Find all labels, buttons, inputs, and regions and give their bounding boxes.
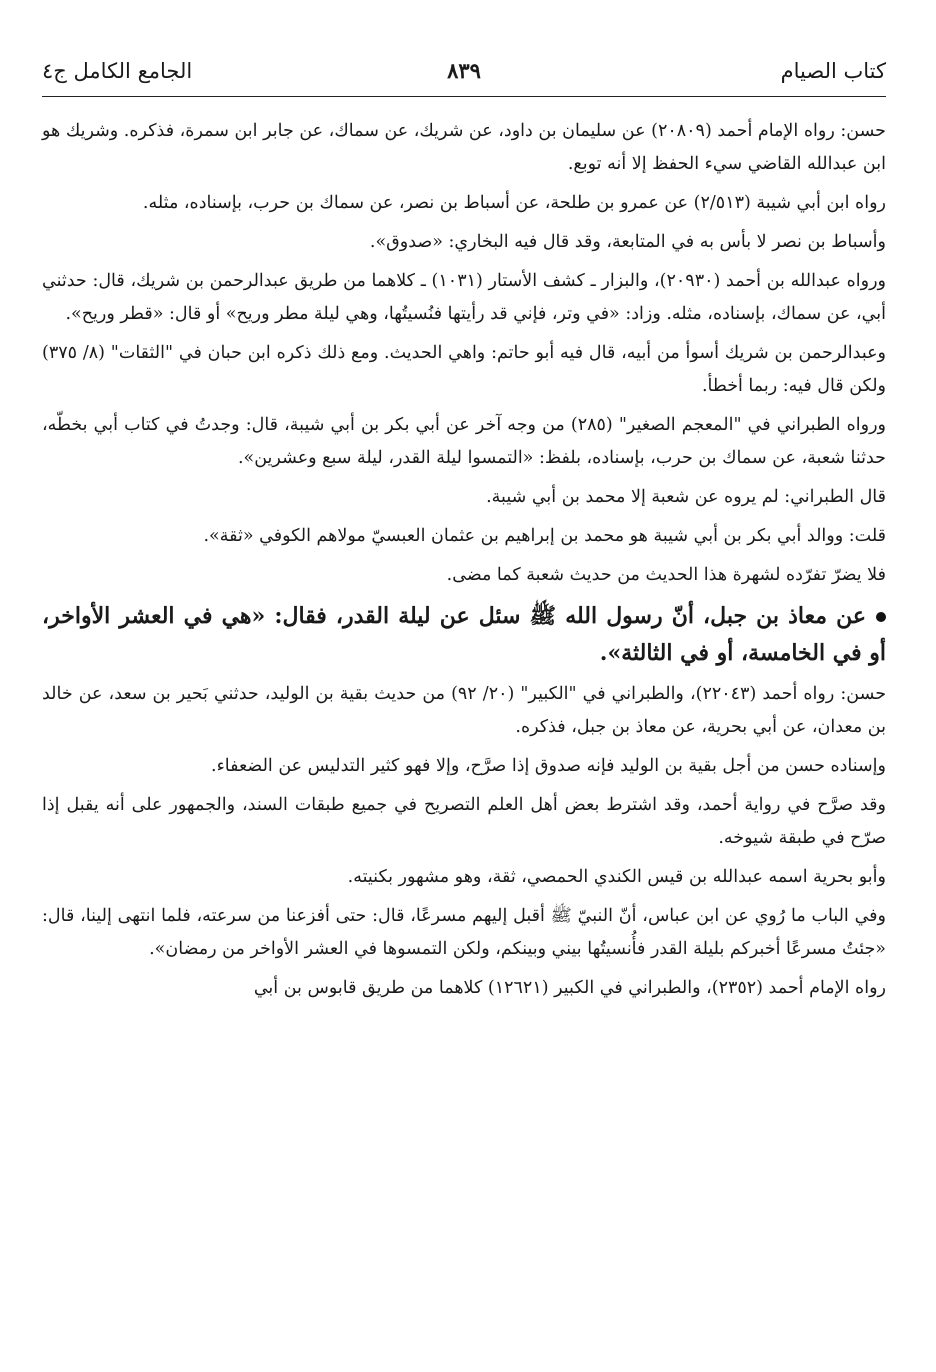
paragraph: وإسناده حسن من أجل بقية بن الوليد فإنه صدوق إذا صرَّح، وإلا فهو كثير التدليس عن الضعفاء. bbox=[211, 756, 886, 776]
paragraph: حسن: رواه أحمد (٢٢٠٤٣)، والطبراني في "الكبير" (٢٠/ ٩٢) من حديث بقية بن الوليد، حدثني بَحير بن سعد، عن خالد بن معدان، عن أبي بحرية، عن معاذ بن جبل، فذكره. bbox=[42, 684, 887, 737]
paragraph: حسن: رواه الإمام أحمد (٢٠٨٠٩) عن سليمان بن داود، عن شريك، عن سماك، عن جابر ابن سمرة، فذكره. وشريك هو ابن عبدالله القاضي سيء الحفظ إلا أنه توبع. bbox=[42, 121, 887, 174]
paragraph: قلت: ووالد أبي بكر بن أبي شيبة هو محمد بن إبراهيم بن عثمان العبسيّ مولاهم الكوفي «ثقة». bbox=[203, 526, 886, 546]
volume-title: الجامع الكامل ج٤ bbox=[42, 59, 193, 83]
paragraph: رواه الإمام أحمد (٢٣٥٢)، والطبراني في الكبير (١٢٦٢١) كلاهما من طريق قابوس بن أبي bbox=[253, 978, 886, 998]
page-header bbox=[42, 52, 886, 96]
hadith-text bbox=[42, 598, 886, 672]
paragraph: ورواه الطبراني في "المعجم الصغير" (٢٨٥) من وجه آخر عن أبي بكر بن أبي شيبة، قال: وجدتُ في كتاب أبي بخطّه، حدثنا شعبة، عن سماك بن حرب، بإسناده، بلفظ: «التمسوا ليلة القدر، ليلة سبع وعشرين». bbox=[42, 415, 886, 468]
paragraph: وقد صرَّح في رواية أحمد، وقد اشترط بعض أهل العلم التصريح في جميع طبقات السند، والجمهور على أنه يقبل إذا صرّح في طبقة شيوخه. bbox=[42, 795, 886, 848]
paragraph: وفي الباب ما رُوي عن ابن عباس، أنّ النبيّ ﷺ أقبل إليهم مسرعًا، قال: حتى أفزعنا من سرعته، فلما انتهى إلينا، قال: «جئتُ مسرعًا أخبركم بليلة القدر فأُنسيتُها بيني وبينكم، ولكن التمسوها في العشر الأواخر من رمضان». bbox=[42, 906, 886, 959]
hadith-content: عن معاذ بن جبل، أنّ رسول الله ﷺ سئل عن ليلة القدر، فقال: «هي في العشر الأواخر، أو في الخامسة، أو في الثالثة». bbox=[42, 603, 886, 666]
paragraph: ورواه عبدالله بن أحمد (٢٠٩٣٠)، والبزار ـ كشف الأستار (١٠٣١) ـ كلاهما من طريق عبدالرحمن بن شريك، قال: حدثني أبي، عن سماك، بإسناده، مثله. وزاد: «في وتر، فإني قد رأيتها فنُسيتُها، وهي ليلة مطر وريح» أو قال: «قطر وريح». bbox=[42, 271, 887, 324]
paragraph: قال الطبراني: لم يروه عن شعبة إلا محمد بن أبي شيبة. bbox=[486, 487, 886, 507]
bullet-icon bbox=[876, 612, 886, 622]
book-title: كتاب الصيام bbox=[780, 59, 886, 83]
paragraph: رواه ابن أبي شيبة (٢/٥١٣) عن عمرو بن طلحة، عن أسباط بن نصر، عن سماك بن حرب، بإسناده، مثله. bbox=[142, 193, 886, 213]
paragraph: وعبدالرحمن بن شريك أسوأ من أبيه، قال فيه أبو حاتم: واهي الحديث. ومع ذلك ذكره ابن حبان في "الثقات" (٨/ ٣٧٥) ولكن قال فيه: ربما أخطأ. bbox=[42, 343, 886, 396]
paragraph: فلا يضرّ تفرّده لشهرة هذا الحديث من حديث شعبة كما مضى. bbox=[446, 565, 886, 585]
header-rule bbox=[42, 96, 886, 97]
page-body bbox=[42, 115, 886, 1005]
paragraph: وأسباط بن نصر لا بأس به في المتابعة، وقد قال فيه البخاري: «صدوق». bbox=[369, 232, 886, 252]
paragraph: وأبو بحرية اسمه عبدالله بن قيس الكندي الحمصي، ثقة، وهو مشهور بكنيته. bbox=[347, 867, 886, 887]
page-number: ٨٣٩ bbox=[447, 58, 481, 83]
